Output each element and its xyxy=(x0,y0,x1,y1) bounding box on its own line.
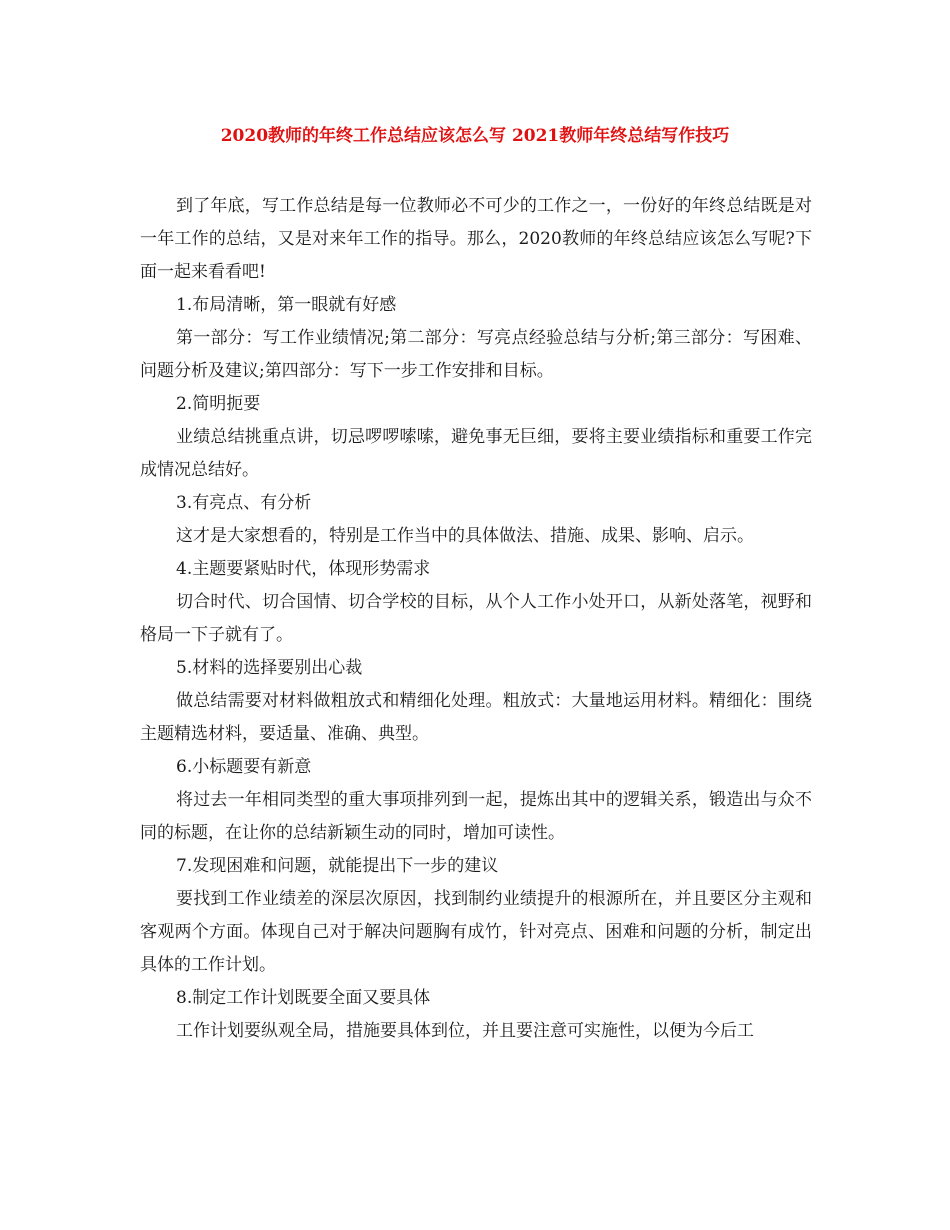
body-paragraph: 业绩总结挑重点讲，切忌啰啰嗦嗦，避免事无巨细，要将主要业绩指标和重要工作完成情况总结好。 xyxy=(140,427,812,480)
body-paragraph: 第一部分：写工作业绩情况;第二部分：写亮点经验总结与分析;第三部分：写困难、问题分析及建议;第四部分：写下一步工作安排和目标。 xyxy=(140,328,812,381)
section-heading: 1.布局清晰，第一眼就有好感 xyxy=(176,295,397,315)
body-paragraph: 切合时代、切合国情、切合学校的目标，从个人工作小处开口，从新处落笔，视野和格局一下子就有了。 xyxy=(140,592,812,645)
section-heading: 3.有亮点、有分析 xyxy=(176,493,312,513)
section-heading: 5.材料的选择要别出心裁 xyxy=(176,658,363,678)
body-paragraph: 要找到工作业绩差的深层次原因，找到制约业绩提升的根源所在，并且要区分主观和客观两个方面。体现自己对于解决问题胸有成竹，针对亮点、困难和问题的分析，制定出具体的工作计划。 xyxy=(140,889,812,975)
body-paragraph: 将过去一年相同类型的重大事项排列到一起，提炼出其中的逻辑关系，锻造出与众不同的标题，在让你的总结新颖生动的同时，增加可读性。 xyxy=(140,790,812,843)
body-paragraph: 工作计划要纵观全局，措施要具体到位，并且要注意可实施性，以便为今后工 xyxy=(176,1021,754,1041)
section-heading: 8.制定工作计划既要全面又要具体 xyxy=(176,988,431,1008)
body-paragraph: 这才是大家想看的，特别是工作当中的具体做法、措施、成果、影响、启示。 xyxy=(176,526,754,546)
document-body xyxy=(140,190,812,1048)
document-title: 2020教师的年终工作总结应该怎么写 2021教师年终总结写作技巧 xyxy=(220,126,730,146)
section-heading: 6.小标题要有新意 xyxy=(176,757,312,777)
section-heading: 4.主题要紧贴时代，体现形势需求 xyxy=(176,559,431,579)
section-heading: 2.简明扼要 xyxy=(176,394,261,414)
section-heading: 7.发现困难和问题，就能提出下一步的建议 xyxy=(176,856,499,876)
intro-paragraph: 到了年底，写工作总结是每一位教师必不可少的工作之一，一份好的年终总结既是对一年工作的总结，又是对来年工作的指导。那么，2020教师的年终总结应该怎么写呢?下面一起来看看吧! xyxy=(140,196,812,282)
body-paragraph: 做总结需要对材料做粗放式和精细化处理。粗放式：大量地运用材料。精细化：围绕主题精选材料，要适量、准确、典型。 xyxy=(140,691,812,744)
